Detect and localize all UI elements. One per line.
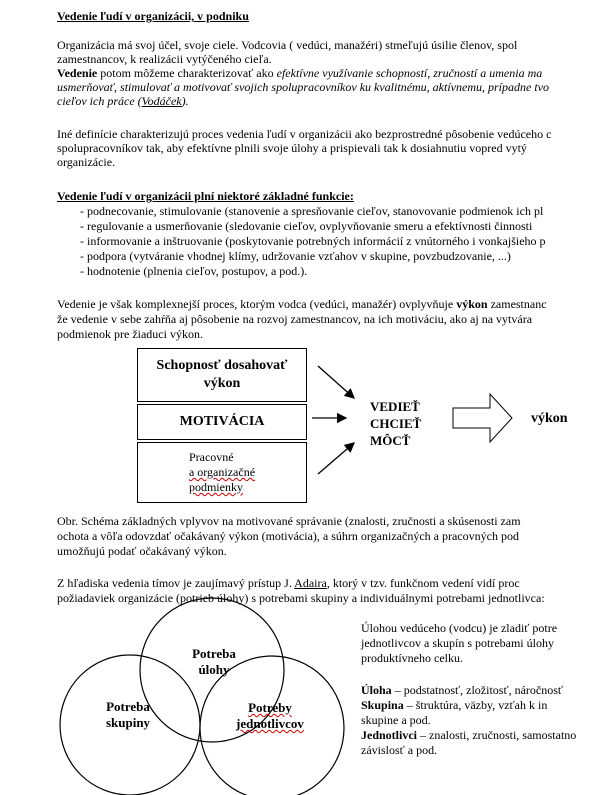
definition-group-line2: skupine a pod. bbox=[361, 713, 431, 727]
para1-line4: usmerňovať, stimulovať a motivovať svojich spolupracovníkov ku kvalitnému, aktívnemu, prípadne tvo bbox=[57, 80, 549, 94]
para2-line3: organizácie. bbox=[57, 155, 116, 169]
para4-line2: požiadaviek organizácie (potrieb úlohy) s potrebami skupiny a individuálnymi potrebami jednotlivca: bbox=[57, 591, 545, 605]
term-vykon: výkon bbox=[456, 297, 488, 311]
definition-individuals: Jednotlivci – znalosti, zručnosti, samostatno bbox=[361, 728, 577, 742]
para3-line2: že vedenie v sebe zahŕňa aj pôsobenie na rozvoj zamestnancov, na ich motiváciu, ako aj na vytvára bbox=[57, 312, 533, 326]
para2-line1: Iné definície charakterizujú proces vedenia ľudí v organizácii ako bezprostredné pôsobenie vedúceho c bbox=[57, 127, 552, 141]
para1-line3: Vedenie potom môžeme charakterizovať ako efektívne využívanie schopností, zručností a umenia ma bbox=[57, 66, 543, 80]
caption-line1: Obr. Schéma základných vplyvov na motivované správanie (znalosti, zručnosti a skúsenosti zam bbox=[57, 514, 521, 528]
venn-label-task: Potreba úlohy bbox=[192, 646, 236, 677]
arrow-ability bbox=[318, 366, 354, 398]
para2-line2: spolupracovníkov tak, aby efektívne plnili svoje úlohy a prispievali tak k dosiahnutiu vopred vytý bbox=[57, 141, 527, 155]
caption-line3: umožňujú podať očakávaný výkon. bbox=[57, 544, 227, 558]
function-item: - podpora (vytváranie vhodnej klímy, udržovanie vzťahov v skupine, povzbudzovanie, ...) bbox=[80, 249, 511, 263]
para1-line1: Organizácia má svoj účel, svoje ciele. Vodcovia ( vedúci, manažéri) stmeľujú úsilie členov, spol bbox=[57, 38, 518, 52]
arrow-conditions bbox=[318, 443, 354, 474]
caption-line2: ochota a vôľa odovzdať očakávaný výkon (motivácia), a súhrn organizačných a pracovných pod bbox=[57, 529, 519, 543]
para3-line1: Vedenie je však komplexnejší proces, ktorým vodca (vedúci, manažér) ovplyvňuje výkon zamestnanc bbox=[57, 297, 547, 311]
diagram-box-motivation: MOTIVÁCIA bbox=[137, 404, 307, 440]
venn-label-individual: Potreby jednotlivcov bbox=[236, 700, 304, 731]
diagram-center-labels: VEDIEŤ CHCIEŤ MÔCŤ bbox=[370, 399, 422, 448]
para3-line3: podmienok pre žiaduci výkon. bbox=[57, 327, 203, 341]
right-text-line1: Úlohou vedúceho (vodcu) je zladiť potre bbox=[361, 621, 558, 635]
para4-line1: Z hľadiska vedenia tímov je zaujímavý prístup J. Adaira, ktorý v tzv. funkčnom vedení vidí proc bbox=[57, 576, 520, 590]
page-title: Vedenie ľudí v organizácii, v podniku bbox=[57, 9, 249, 23]
right-text-line2: jednotlivcov a skupín s potrebami úlohy bbox=[361, 636, 554, 650]
definition-group: Skupina – štruktúra, väzby, vzťah k in bbox=[361, 698, 548, 712]
diagram-output-label: výkon bbox=[531, 411, 568, 426]
venn-label-group: Potreba skupiny bbox=[105, 699, 151, 730]
author-reference: Vodáček bbox=[141, 94, 182, 108]
function-item: - regulovanie a usmerňovanie (sledovanie cieľov, ovplyvňovanie smeru a efektívnosti činnosti bbox=[80, 219, 533, 233]
para1-line5: cieľov ich práce (Vodáček). bbox=[57, 94, 189, 108]
function-item: - podnecovanie, stimulovanie (stanovenie a spresňovanie cieľov, stanovovanie podmienok ich pl bbox=[80, 204, 544, 218]
definition-individuals-line2: závislosť a pod. bbox=[361, 743, 438, 757]
diagram-box-ability: Schopnosť dosahovať výkon bbox=[137, 348, 307, 402]
function-item: - informovanie a inštruovanie (poskytovanie potrebných informácií z vnútorného i vonkajšieho p bbox=[80, 234, 546, 248]
functions-heading: Vedenie ľudí v organizácii plní niektoré základné funkcie: bbox=[57, 189, 354, 203]
para1-line2: zamestnancov, k realizácii vytýčeného cieľa. bbox=[57, 52, 272, 66]
definition-task: Úloha – podstatnosť, zložitosť, náročnosť bbox=[361, 683, 564, 697]
term-vedenie: Vedenie bbox=[57, 66, 98, 80]
right-text-line3: produktívneho celku. bbox=[361, 651, 463, 665]
diagram-box-conditions: Pracovné a organizačné podmienky bbox=[137, 442, 307, 503]
output-block-arrow bbox=[453, 394, 512, 442]
function-item: - hodnotenie (plnenia cieľov, postupov, a pod.). bbox=[80, 264, 308, 278]
author-adair: Adaira bbox=[294, 576, 327, 590]
